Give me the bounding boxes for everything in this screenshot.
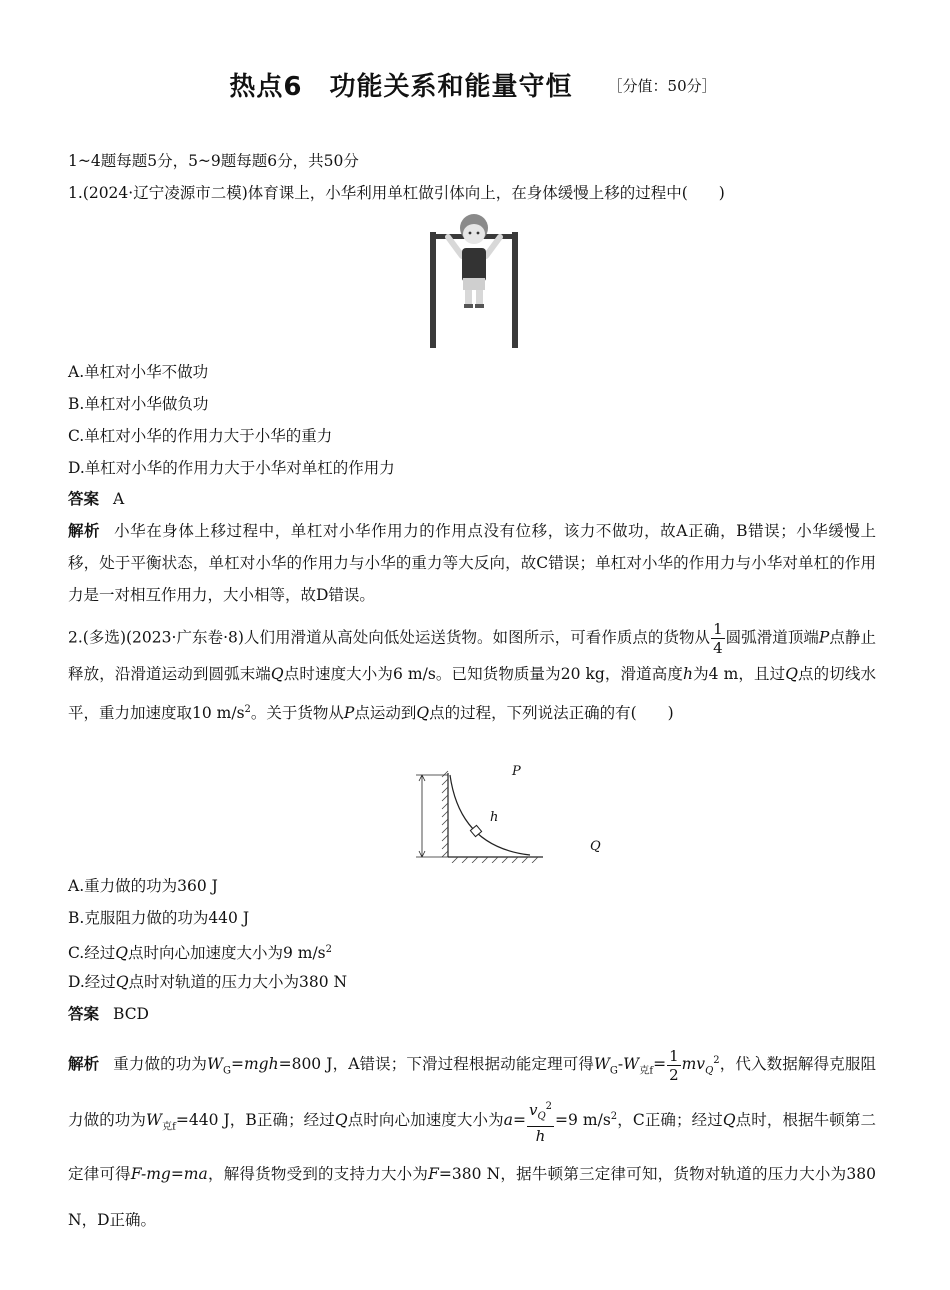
- q1-stem: 1.(2024·辽宁凌源市二模)体育课上，小华利用单杠做引体向上，在身体缓慢上移的过程中( ): [68, 184, 725, 202]
- fig-label-q: Q: [590, 839, 601, 854]
- q2-stem: 2.(多选)(2023·广东卷·8)人们用滑道从高处向低处运送货物。如图所示，可看作质点的货物从 $\frac{1}{4}$ 圆弧滑道顶端P点静止释放，沿滑道运动到圆弧末端Q点时速度大小为6 m/s。已知货物质量为20 kg，滑道高度h为4 m，且过Q点的切线水平，重力加速度取10 $m/s^2$。关于货物从P点运动到Q点的过程，下列说法正确的有( ): [68, 620, 876, 723]
- intro: 1~4题每题5分，5~9题每题6分，共50分: [68, 152, 359, 170]
- q1-option-d: D.单杠对小华的作用力大于小华对单杠的作用力: [68, 459, 395, 477]
- score-note: ［分值：50分］: [607, 77, 717, 95]
- q1-option-a: A.单杠对小华不做功: [68, 363, 209, 381]
- q1-analysis: [68, 515, 876, 611]
- q2-option-b: B.克服阻力做的功为440 J: [68, 909, 250, 927]
- analysis-label: 解析: [68, 1055, 100, 1074]
- q2-analysis: 解析 重力做的功为$W_G=mgh=800$ J，A错误；下滑过程根据动能定理可得$W_G-W_{克f}=$ $\frac{1}{2}$ $mv_Q^2$，代入数据解得克服阻力做的功为$W_{克f}=440$ J，B正确；经过Q点时向心加速度大小为a= $\frac{v_Q^2}{h}$ =9 $m/s^2$，C正确；经过Q点时，根据牛顿第二定律可得F-mg=ma，解得货物受到的支持力大小为F=380 N，据牛顿第三定律可知，货物对轨道的压力大小为380 N，D正确。: [68, 1046, 876, 1229]
- answer-value: A: [113, 490, 125, 508]
- fig-label-h: h: [490, 810, 499, 825]
- fraction-half: $\frac{1}{2}$: [669, 1046, 679, 1084]
- fraction-vq2-h: $\frac{v_Q^2}{h}$: [527, 1098, 554, 1145]
- analysis-text: 小华在身体上移过程中，单杠对小华作用力的作用点没有位移，该力不做功，故A正确，B错误；小华缓慢上移，处于平衡状态，单杠对小华的作用力与小华的重力等大反向，故C错误；单杠对小华的作用力与小华对单杠的作用力是一对相互作用力，大小相等，故D错误。: [68, 522, 876, 604]
- pullup-figure: [426, 212, 526, 350]
- q1-option-b: B.单杠对小华做负功: [68, 395, 209, 413]
- q2-option-d: D.经过Q点时对轨道的压力大小为380 N: [68, 973, 348, 991]
- answer-label: 答案: [68, 490, 100, 508]
- q2-option-c: C.经过Q点时向心加速度大小为9 $m/s^2$: [68, 944, 332, 963]
- answer-value: BCD: [113, 1005, 149, 1023]
- header: [68, 66, 878, 103]
- q1-answer: [68, 488, 124, 510]
- fig-label-p: P: [512, 764, 521, 779]
- q2-answer: [68, 1003, 149, 1025]
- slide-figure: [408, 763, 548, 863]
- analysis-label: 解析: [68, 522, 101, 540]
- q1-option-c: C.单杠对小华的作用力大于小华的重力: [68, 427, 333, 445]
- answer-label: 答案: [68, 1005, 100, 1023]
- page-title: 热点6 功能关系和能量守恒: [229, 72, 573, 102]
- q2-option-a: A.重力做的功为360 J: [68, 877, 218, 895]
- fraction-quarter: $\frac{1}{4}$: [713, 620, 723, 657]
